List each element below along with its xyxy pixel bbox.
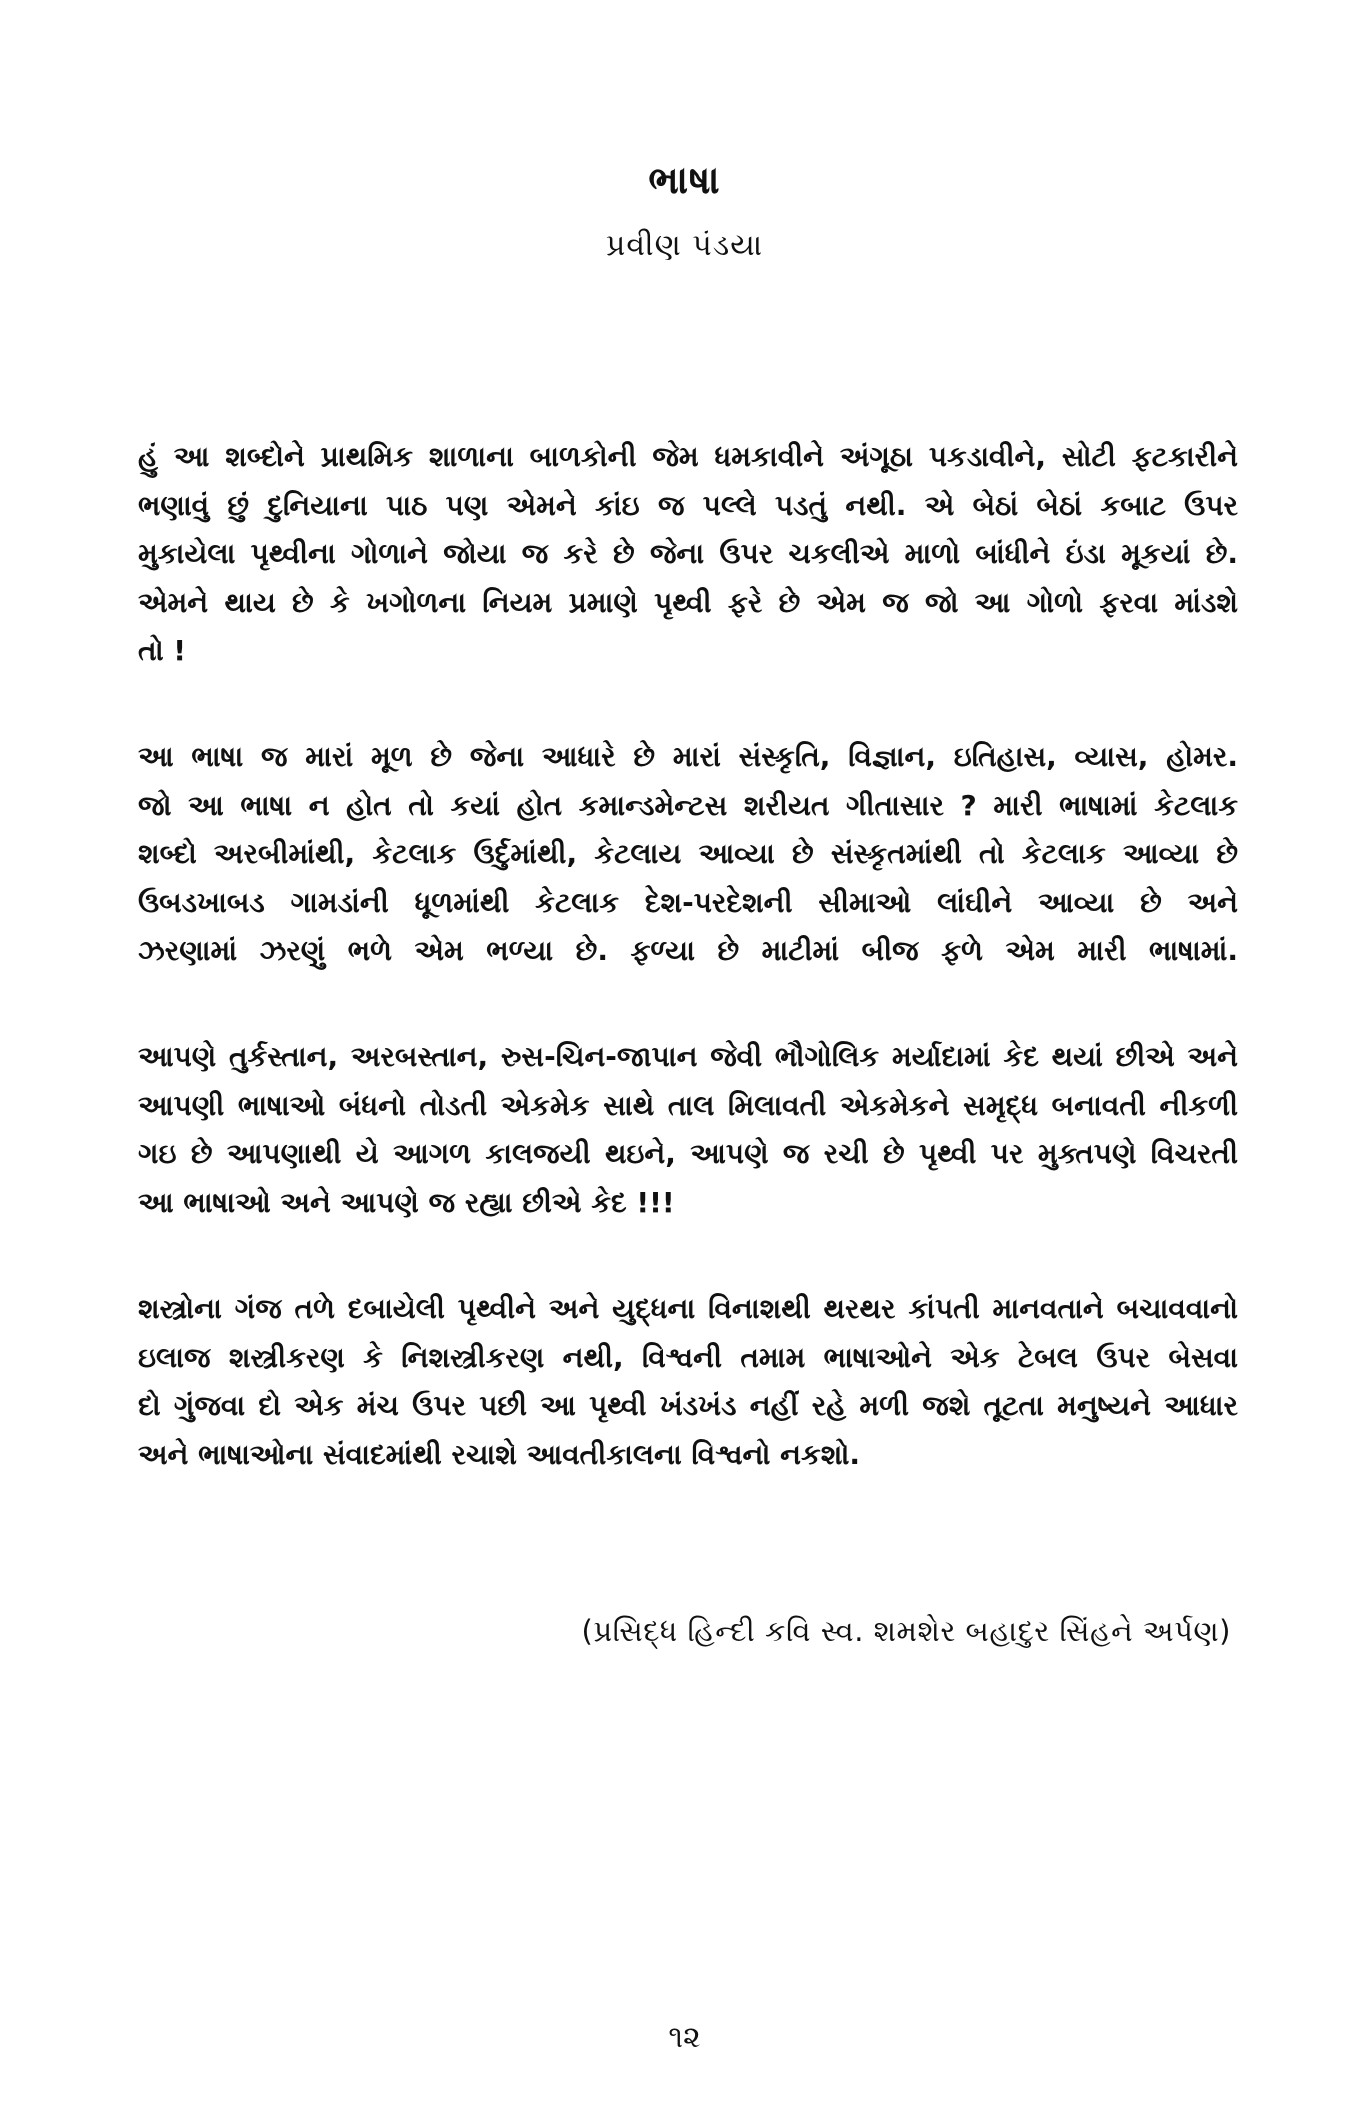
text-line: આપણી ભાષાઓ બંધનો તોડતી એકમેક સાથે તાલ મિલાવતી એકમેકને સમૃદ્ધ બનાવતી નીકળી	[138, 1088, 1238, 1122]
text-line: આપણે તુર્કસ્તાન, અરબસ્તાન, રુસ-ચિન-જાપાન જેવી ભૌગોલિક મર્યાદામાં કેદ થયાં છીએ અને	[138, 1040, 1238, 1073]
page-number: ૧૨	[668, 2020, 701, 2055]
text-line: એમને થાય છે કે ખગોળના નિયમ પ્રમાણે પૃથ્વી ફરે છે એમ જ જો આ ગોળો ફરવા માંડશે	[138, 585, 1238, 619]
dedication-note: (પ્રસિદ્ધ હિન્દી કવિ સ્વ. શમશેર બહાદુર સિંહને અર્પણ)	[581, 1614, 1231, 1648]
text-line: ઉબડખાબડ ગામડાંની ધૂળમાંથી કેટલાક દેશ-પરદેશની સીમાઓ લાંઘીને આવ્યા છે અને	[138, 885, 1238, 919]
text-line: આ ભાષાઓ અને આપણે જ રહ્યા છીએ કેદ !!!	[138, 1185, 675, 1219]
text-line: શબ્દો અરબીમાંથી, કેટલાક ઉર્દુમાંથી, કેટલાય આવ્યા છે સંસ્કૃતમાંથી તો કેટલાક આવ્યા છે	[138, 837, 1238, 870]
text-line: મુકાયેલા પૃથ્વીના ગોળાને જોયા જ કરે છે જેના ઉપર ચકલીએ માળો બાંધીને ઇંડા મૂકયાં છે.	[138, 537, 1238, 570]
text-line: ભણાવું છું દુનિયાના પાઠ પણ એમને કાંઇ જ પલ્લે પડતું નથી. એ બેઠાં બેઠાં કબાટ ઉપર	[138, 488, 1238, 522]
text-line: ઝરણામાં ઝરણું ભળે એમ ભળ્યા છે. ફળ્યા છે માટીમાં બીજ ફળે એમ મારી ભાષામાં.	[138, 934, 1238, 967]
text-line: આ ભાષા જ મારાં મૂળ છે જેના આધારે છે મારાં સંસ્કૃતિ, વિજ્ઞાન, ઇતિહાસ, વ્યાસ, હોમર.	[138, 740, 1238, 773]
paragraph-3	[138, 1033, 1238, 1227]
author-name: પ્રવીણ પંડયા	[605, 228, 764, 263]
paragraph-1	[138, 433, 1238, 676]
text-line: તો !	[138, 634, 187, 667]
text-line: દો ગુંજવા દો એક મંચ ઉપર પછી આ પૃથ્વી ખંડખંડ નહીં રહે મળી જશે તૂટતા મનુષ્યને આધાર	[138, 1389, 1238, 1422]
poem-title: ભાષા	[648, 158, 721, 202]
text-line: ઇલાજ શસ્ત્રીકરણ કે નિશસ્ત્રીકરણ નથી, વિશ્વની તમામ ભાષાઓને એક ટેબલ ઉપર બેસવા	[138, 1340, 1238, 1374]
text-line: હું આ શબ્દોને પ્રાથમિક શાળાના બાળકોની જેમ ધમકાવીને અંગૂઠા પકડાવીને, સોટી ફટકારીને	[138, 440, 1238, 473]
text-line: અને ભાષાઓના સંવાદમાંથી રચાશે આવતીકાલના વિશ્વનો નકશો.	[138, 1437, 861, 1471]
text-line: ગઇ છે આપણાથી યે આગળ કાલજયી થઇને, આપણે જ રચી છે પૃથ્વી પર મુક્તપણે વિચરતી	[138, 1137, 1238, 1170]
text-line: શસ્ત્રોના ગંજ તળે દબાયેલી પૃથ્વીને અને યુદ્ધના વિનાશથી થરથર કાંપતી માનવતાને બચાવવાનો	[138, 1292, 1238, 1325]
paragraph-4	[138, 1285, 1238, 1479]
paragraph-2	[138, 733, 1238, 976]
text-line: જો આ ભાષા ન હોત તો કયાં હોત કમાન્ડમેન્ટસ શરીયત ગીતાસાર ? મારી ભાષામાં કેટલાક	[138, 788, 1238, 822]
